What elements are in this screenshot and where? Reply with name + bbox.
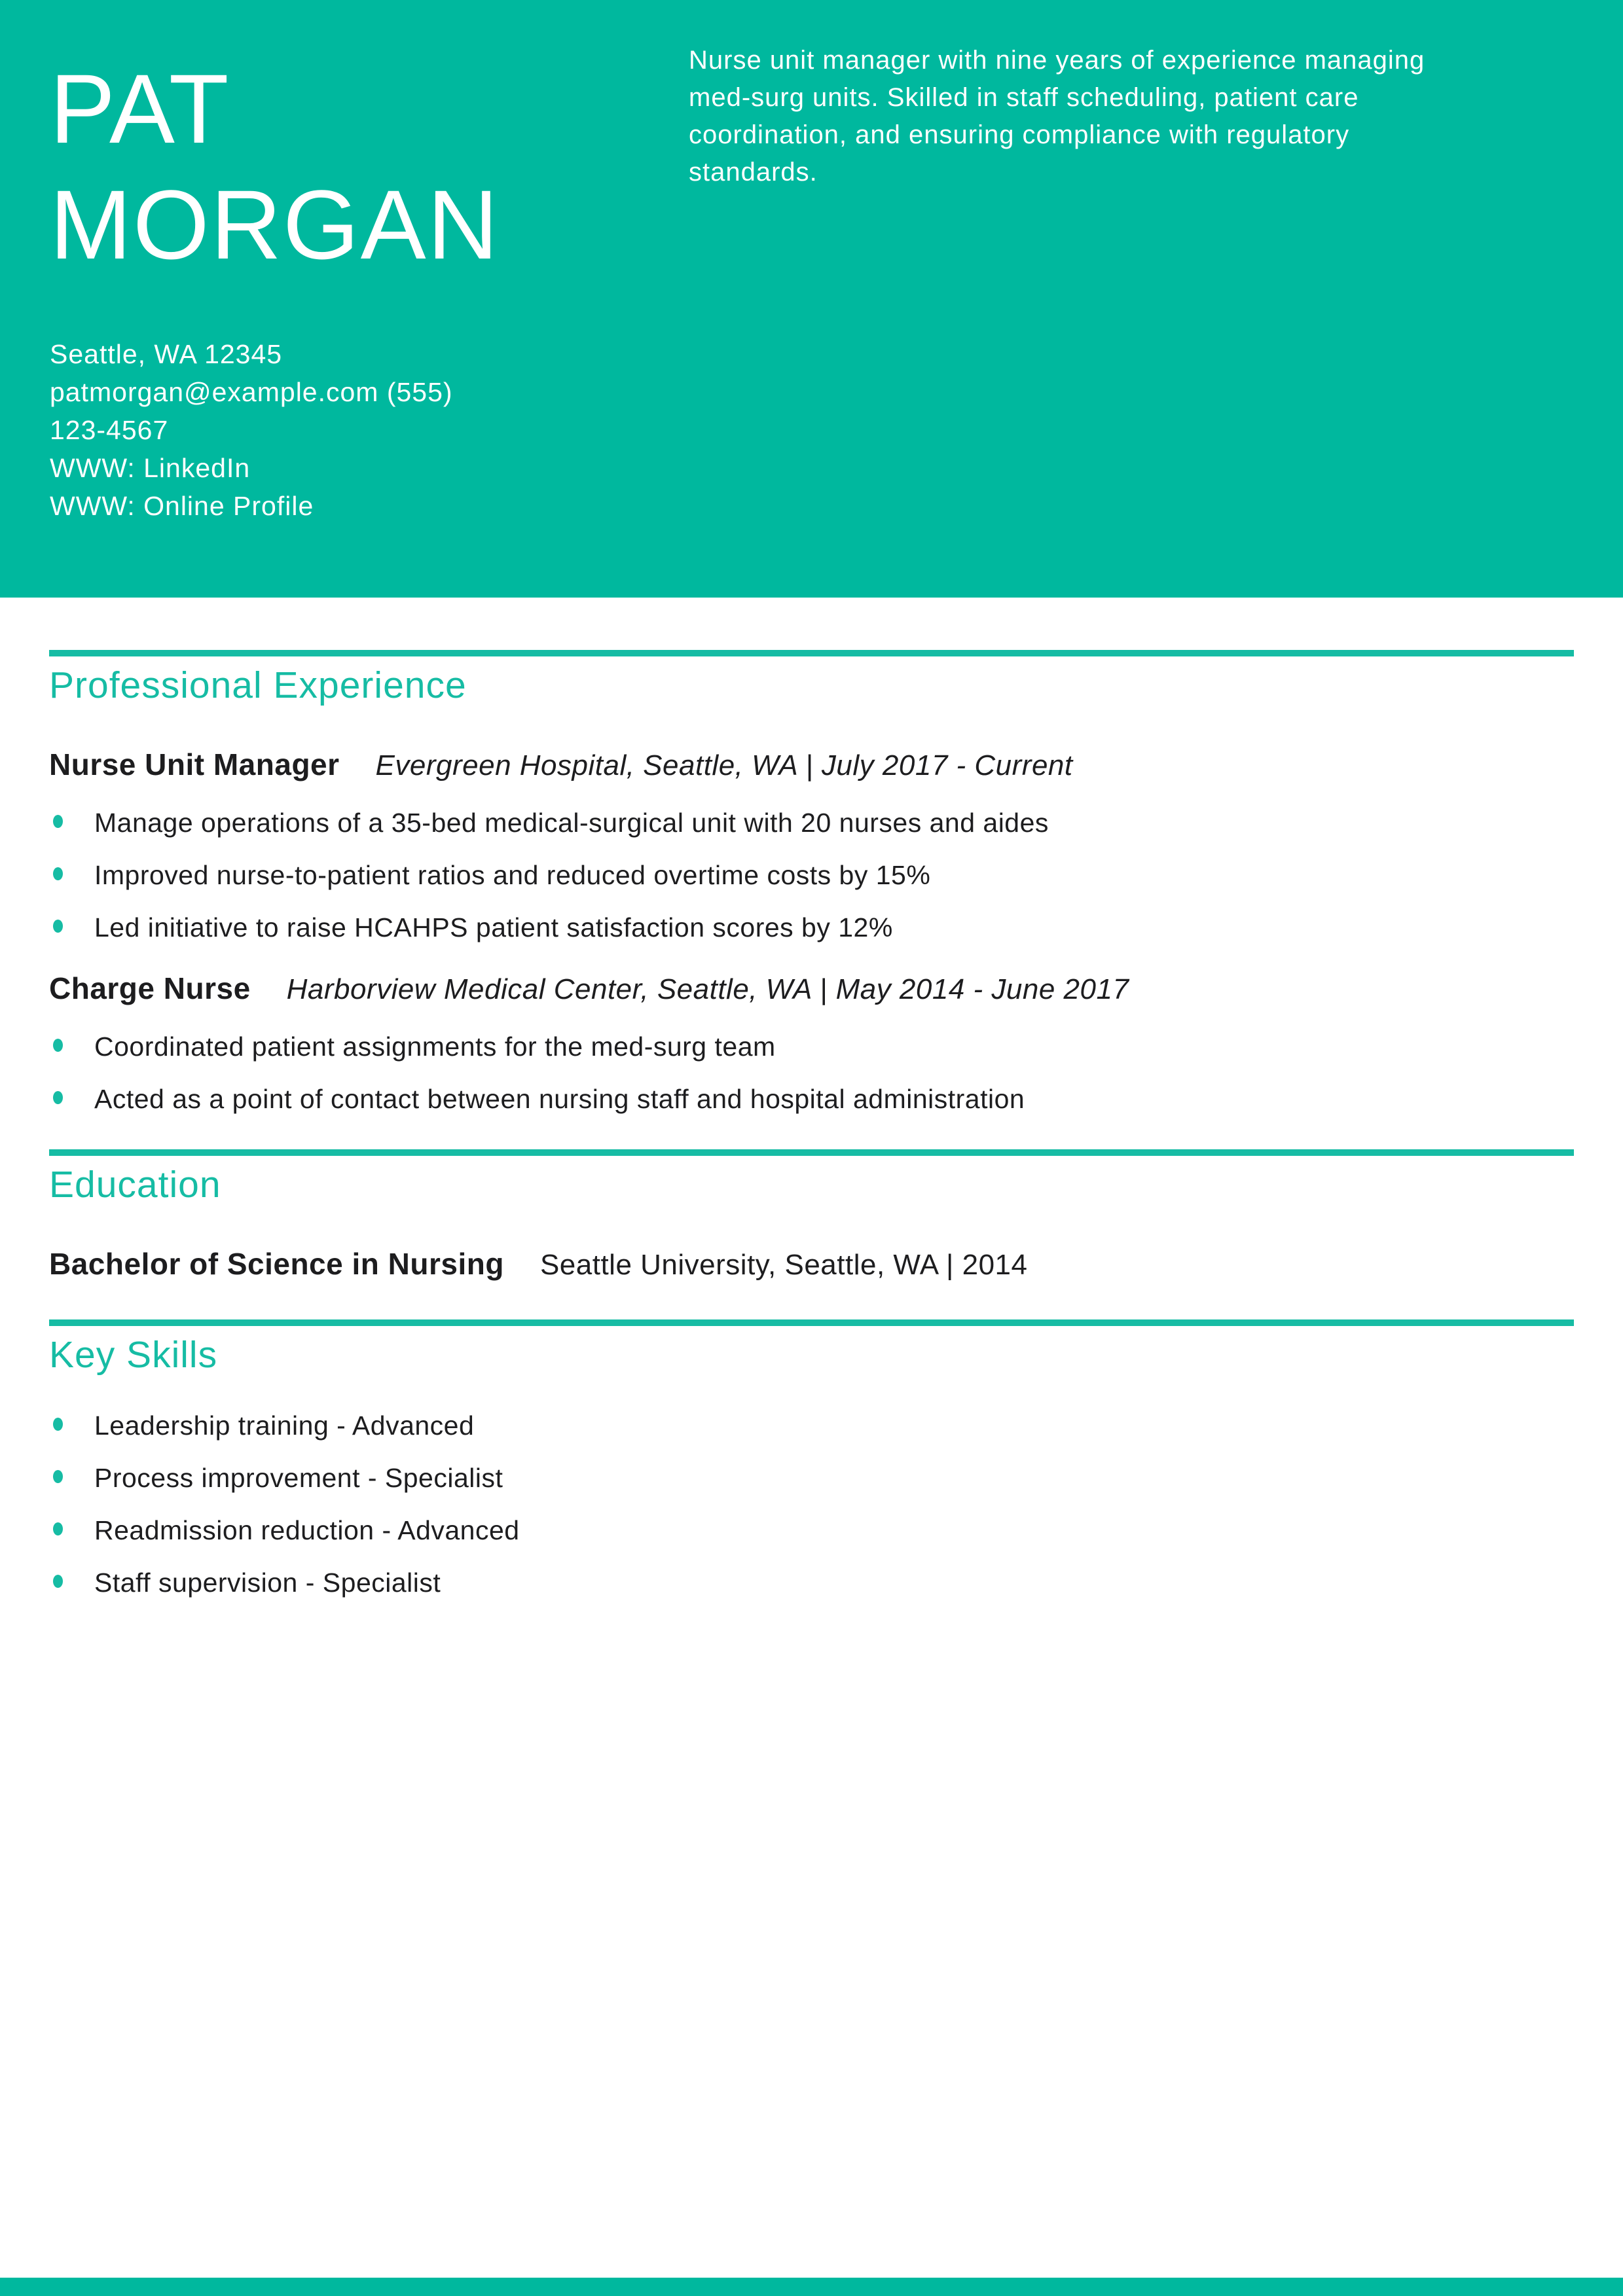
bullet-item <box>49 806 1574 839</box>
job-meta: Harborview Medical Center, Seattle, WA | May 2014 - June 2017 <box>286 973 1129 1005</box>
contact-line-email: patmorgan@example.com (555) <box>50 377 453 407</box>
section-divider <box>49 650 1574 656</box>
contact-line-location: Seattle, WA 12345 <box>50 339 283 369</box>
education-meta: Seattle University, Seattle, WA | 2014 <box>539 1249 1028 1281</box>
bullet-item <box>49 1030 1574 1063</box>
job-title: Nurse Unit Manager <box>49 747 340 781</box>
skill-text: Process improvement - Specialist <box>94 1463 503 1493</box>
job-header <box>49 746 1574 784</box>
section-title-experience: Professional Experience <box>49 664 467 706</box>
section-title-skills: Key Skills <box>49 1334 218 1376</box>
bullet-text: Acted as a point of contact between nursing staff and hospital administration <box>94 1084 1025 1114</box>
bullet-text: Manage operations of a 35-bed medical-surgical unit with 20 nurses and aides <box>94 808 1049 838</box>
bullet-dot-icon <box>53 1418 63 1431</box>
education-entry <box>49 1246 1574 1283</box>
bullet-item <box>49 911 1574 944</box>
skill-item <box>49 1409 1574 1442</box>
skill-text: Leadership training - Advanced <box>94 1410 475 1441</box>
bullet-dot-icon <box>53 920 63 933</box>
section-divider <box>49 1319 1574 1326</box>
professional-summary: Nurse unit manager with nine years of experience managing med-surg units. Skilled in staff scheduling, patient care coordination, and ensuring compliance with regulatory standards. <box>689 46 1425 187</box>
job-bullet-list <box>49 806 1574 944</box>
candidate-name: PAT MORGAN <box>50 54 500 279</box>
skills-list <box>49 1409 1574 1599</box>
skill-text: Readmission reduction - Advanced <box>94 1515 520 1545</box>
skill-text: Staff supervision - Specialist <box>94 1568 441 1598</box>
job-entry <box>49 746 1574 944</box>
job-header <box>49 970 1574 1008</box>
job-title: Charge Nurse <box>49 971 251 1005</box>
job-bullet-list <box>49 1030 1574 1115</box>
contact-line-online-profile: WWW: Online Profile <box>50 491 314 521</box>
bullet-item <box>49 859 1574 891</box>
job-entry <box>49 970 1574 1115</box>
bullet-dot-icon <box>53 1470 63 1483</box>
header-band <box>0 0 1623 598</box>
bullet-dot-icon <box>53 815 63 828</box>
job-meta: Evergreen Hospital, Seattle, WA | July 2017 - Current <box>375 749 1073 781</box>
bullet-dot-icon <box>53 1522 63 1535</box>
contact-block <box>50 335 453 525</box>
skill-item <box>49 1514 1574 1547</box>
bullet-dot-icon <box>53 867 63 880</box>
degree-title: Bachelor of Science in Nursing <box>49 1247 504 1281</box>
bullet-dot-icon <box>53 1575 63 1588</box>
footer-accent-band <box>0 2278 1623 2296</box>
bullet-dot-icon <box>53 1039 63 1052</box>
bullet-text: Improved nurse-to-patient ratios and reduced overtime costs by 15% <box>94 860 931 890</box>
section-title-education: Education <box>49 1164 221 1206</box>
section-divider <box>49 1149 1574 1156</box>
bullet-text: Led initiative to raise HCAHPS patient satisfaction scores by 12% <box>94 912 893 942</box>
skill-item <box>49 1462 1574 1494</box>
bullet-dot-icon <box>53 1091 63 1104</box>
skill-item <box>49 1566 1574 1599</box>
contact-line-phone: 123-4567 <box>50 415 169 445</box>
bullet-text: Coordinated patient assignments for the med-surg team <box>94 1031 776 1062</box>
education-header <box>49 1246 1574 1283</box>
resume-body <box>49 598 1574 1619</box>
contact-line-linkedin: WWW: LinkedIn <box>50 453 251 483</box>
bullet-item <box>49 1083 1574 1115</box>
